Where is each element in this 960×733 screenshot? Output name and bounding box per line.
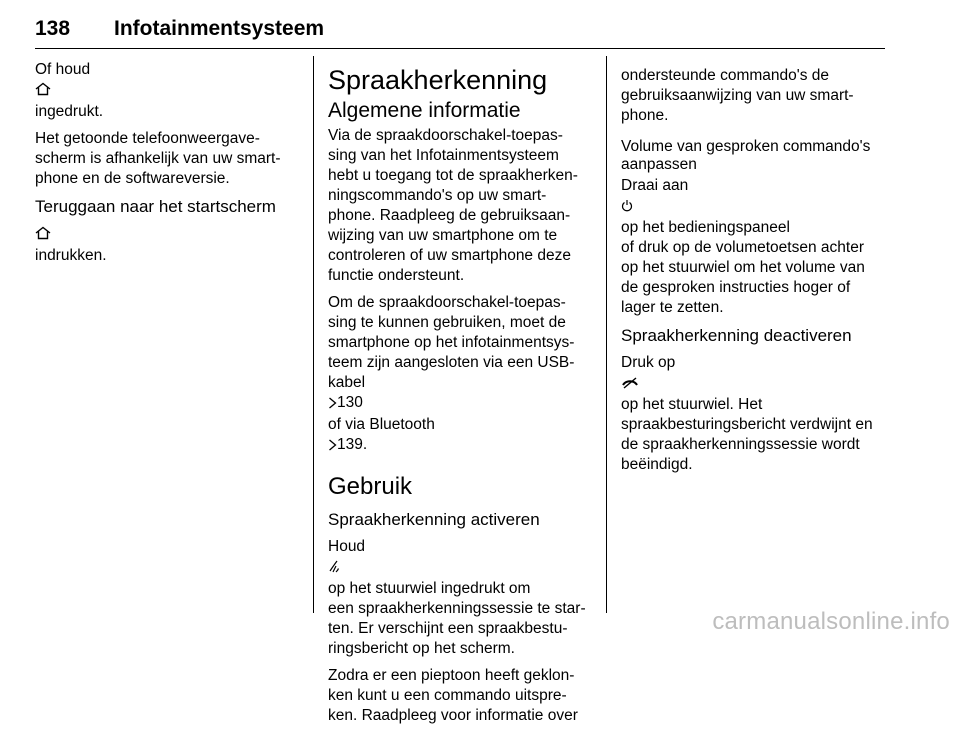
running-title: Infotainmentsysteem <box>114 17 325 40</box>
subsection-heading: Volume van gesproken commando's aanpassen <box>621 138 871 173</box>
page-number: 138 <box>35 17 71 40</box>
column-3 <box>621 66 889 482</box>
paragraph: Of houd ingedrukt. <box>35 61 104 120</box>
section-title: Algemene informatie <box>328 99 521 122</box>
page-header <box>35 17 885 53</box>
paragraph: indrukken. <box>35 224 297 266</box>
section-title: Gebruik <box>328 473 413 500</box>
header-rule <box>35 48 885 49</box>
paragraph: Houd op het stuurwiel ingedrukt om een spraakherkenningssessie te star- ten. Er verschijnt een spraakbestu- ringsbericht op het scherm. <box>328 538 586 657</box>
home-icon <box>35 226 51 246</box>
paragraph: Druk op op het stuurwiel. Het spraakbesturingsbericht verdwijnt en de spraakherkenningssessie wordt beëindigd. <box>621 354 873 473</box>
paragraph: Zodra er een pieptoon heeft geklon- ken kunt u een commando uitspre- ken. Raadpleeg voor informatie over <box>328 667 578 724</box>
home-icon <box>35 82 51 102</box>
chapter-title: Spraakherkenning <box>328 65 548 95</box>
voice-command-icon <box>328 559 340 579</box>
page-reference[interactable]: 139. <box>337 436 368 453</box>
paragraph: Via de spraakdoorschakel-toepas- sing van het Infotainmentsysteem hebt u toegang tot de spraakherken- ningscommando's op uw smart- phone. Raadpleeg de gebruiksaan- wijzing van uw smartphone om te controleren of uw smartphone deze functie ondersteunt. <box>328 127 578 284</box>
column-1 <box>35 60 297 273</box>
page-reference-icon <box>328 437 337 457</box>
watermark: carmanualsonline.info <box>712 608 950 635</box>
paragraph: Draai aan op het bedieningspaneel of druk op de volumetoetsen achter op het stuurwiel om het volume van de gesproken instructies hoger of lager te zetten. <box>621 177 865 316</box>
column-divider <box>313 56 314 613</box>
page-reference[interactable]: 130 <box>337 394 363 411</box>
paragraph: Om de spraakdoorschakel-toepas- sing te kunnen gebruiken, moet de smartphone op het infotainmentsys- teem zijn aangesloten via een USB- kabel 130 of via Bluetooth 139. <box>328 293 590 457</box>
column-2 <box>328 64 590 733</box>
paragraph: ondersteunde commando's de gebruiksaanwijzing van uw smart- phone. <box>621 67 854 124</box>
section-heading: Teruggaan naar het startscherm <box>35 197 276 216</box>
section-heading: Spraakherkenning activeren <box>328 510 540 529</box>
column-divider <box>606 56 607 613</box>
paragraph: Het getoonde telefoonweergave- scherm is afhankelijk van uw smart- phone en de softwareversie. <box>35 130 281 187</box>
power-knob-icon <box>621 198 633 218</box>
hang-up-icon <box>621 375 639 395</box>
section-heading: Spraakherkenning deactiveren <box>621 326 852 345</box>
page-reference-icon <box>328 395 337 415</box>
